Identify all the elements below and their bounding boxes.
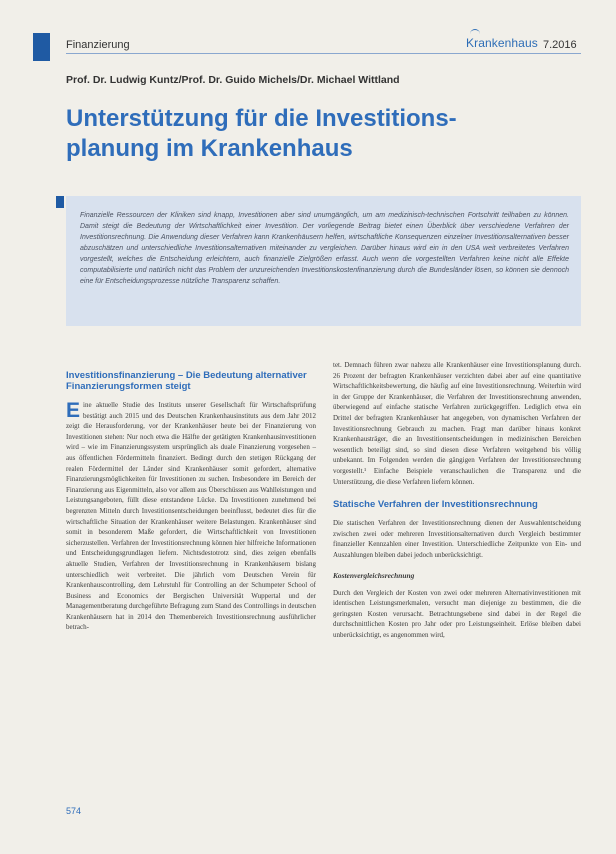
right-column-subheading: Kostenvergleichsrechnung bbox=[333, 570, 415, 580]
right-column-heading: Statische Verfahren der Investitionsrechnung bbox=[333, 499, 538, 511]
right-column bbox=[333, 360, 581, 640]
left-column bbox=[66, 370, 316, 633]
section-color-mark bbox=[33, 33, 50, 61]
abstract-box bbox=[66, 196, 581, 326]
page-number: 574 bbox=[66, 806, 82, 816]
left-column-text bbox=[66, 400, 316, 633]
journal-logo: Krankenhaus bbox=[466, 36, 538, 50]
right-column-intro: tet. Demnach führen zwar nahezu alle Krankenhäuser eine Investitionsplanung durch. 26 Prozent der befragten Krankenhäuser verzichten dabei aber auf eine quantitative Wirtschaftlichkeitsbewertung, die häufig auf eine Investitionsrechnung. Weiterhin wird in der Gruppe der Krankenhäuser, die Verfahren der Investitionsrechnung anwenden, überwiegend auf einfache statische Verfahren zurückgegriffen. Lediglich etwa ein Drittel der befragten Krankenhäuser hat angegeben, von dynamischen Verfahren der Investitionsrechnung Gebrauch zu machen. Fragt man darüber hinaus konkret Krankenhausträger, die an Investitionsentscheidungen in medizinischen Bereichen wesentlich beteiligt sind, so sind diesen diese Verfahren weitgehend bis völlig unbekannt. Im Folgenden werden die gängigen Verfahren der Investitionsrechnung vorgestellt.¹ Einfache Beispiele veranschaulichen die Transparenz und die Unterstützung, die diese Verfahren liefern können. bbox=[333, 361, 581, 486]
article-title bbox=[66, 104, 586, 164]
issue-number: 7.2016 bbox=[543, 39, 577, 51]
abstract-text: Finanzielle Ressourcen der Kliniken sind knapp, Investitionen aber sind unumgänglich, um am medizinisch-technischen Fortschritt teilhaben zu können. Damit steigt die Bedeutung der Wirtschaftlichkeit einer Investition. Der vorliegende Beitrag bietet einen Überblick über verschiedene Verfahren der Investitionsrechnung. Die Anwendung dieser Verfahren kann Krankenhäusern helfen, wirtschaftliche Konsequenzen einzelner Investitionsalternativen besser abzuschätzen und unterschiedliche Investitionsalternativen miteinander zu vergleichen. Darüber hinaus wird ein in den USA weit verbreitetes Verfahren vorgestellt, welches die Entscheidung erleichtern, auch finanzielle Zielgrößen erfasst. Auch wenn die vorgestellten Verfahren keine nicht alle Effekte computabilisierte und natürlich nicht das Problem der unzureichenden Investitionskostenfinanzierung durch die Bundesländer lösen, so können sie dennoch eine für Entscheidungsprozesse nützliche Transparenz schaffen. bbox=[80, 212, 569, 285]
abstract-marker bbox=[56, 196, 64, 208]
title-line-1: Unterstützung für die Investitions- bbox=[66, 105, 457, 132]
drop-cap: E bbox=[66, 399, 81, 422]
left-column-body: ine aktuelle Studie des Instituts unserer Gesellschaft für Wirtschaftsprüfung bestätigt auch 2015 und des Deutschen Krankenhausinstituts aus dem Jahr 2012 zeigt die Herausforderung, vor der Krankenhäuser heute bei der Finanzierung von Investitionen stehen: Nur noch etwa die Hälfte der getätigten Krankenhausinvestitionen wird – wie im Finanzierungssystem ursprünglich als duale Finanzierung vorgesehen – aus öffentlichen Fördermitteln finanziert. Bedingt durch den stetigen Rückgang der realen Fördermittel der Länder sind Krankenhäuser somit gefordert, alternative Finanzierungsmöglichkeiten für Investitionen zu suchen. Insbesondere im Bereich der Finanzierung aus Eigenmitteln, also vor allem aus Überschüssen aus Wahlleistungen und Leistungsangeboten, füllt diese entstandene Lücke. Da Investitionen zunehmend bei begrenzten Mitteln durch Investitionsentscheidungen beeinflusst, bedeutet dies für die wirtschaftliche Situation der Krankenhäuser weitere Belastungen. Krankenhäuser sind somit in besonderem Maße gefordert, die Wirtschaftlichkeit von Investitionen sicherzustellen. Verfahren der Investitionsrechnung können hier hilfreiche Informationen und Entscheidungsgrundlagen liefern. Nichtsdestotrotz sind, dies zeigen ebenfalls aktuelle Studien, Verfahren der Investitionsrechnung in Krankenhäusern bislang unterschiedlich weit verbreitet. Die jährlich vom Deutschen Verein für Krankenhauscontrolling, dem Lehrstuhl für Controlling an der Schumpeter School of Business and Economics der Bergischen Universität Wuppertal und der Managementberatung durchgeführte Befragung zum Stand des Controllings in deutschen Krankenhäusern hat in 2014 den Themenbereich Investitionsrechnung ausführlicher betrach- bbox=[66, 401, 316, 632]
header-rule bbox=[66, 53, 581, 54]
section-label: Finanzierung bbox=[66, 39, 130, 51]
article-authors: Prof. Dr. Ludwig Kuntz/Prof. Dr. Guido Michels/Dr. Michael Wittland bbox=[66, 74, 400, 86]
right-column-body-2: Durch den Vergleich der Kosten von zwei oder mehreren Alternativinvestitionen mit identischen Leistungsmerkmalen, versucht man diejenige zu bestimmen, die die geringsten Kosten verursacht. Betrachtungsebene sind dabei in der Regel die durchschnittlichen Kosten pro Jahr oder pro Leistungseinheit. Erlöse bleiben dabei unberücksichtigt, es angenommen wird, bbox=[333, 588, 581, 639]
title-line-2: planung im Krankenhaus bbox=[66, 135, 353, 162]
left-column-heading: Investitionsfinanzierung – Die Bedeutung alternativer Finanzierungsformen steigt bbox=[66, 370, 307, 392]
right-column-body: Die statischen Verfahren der Investitionsrechnung dienen der Auswahlentscheidung zwischen zwei oder mehreren Investitionsalternativen durch Vergleich bestimmter finanzieller Kennzahlen einer Investition. Unterschiedliche Zeitpunkte von Ein- und Auszahlungen bleiben dabei jedoch unberücksichtigt. bbox=[333, 519, 581, 559]
